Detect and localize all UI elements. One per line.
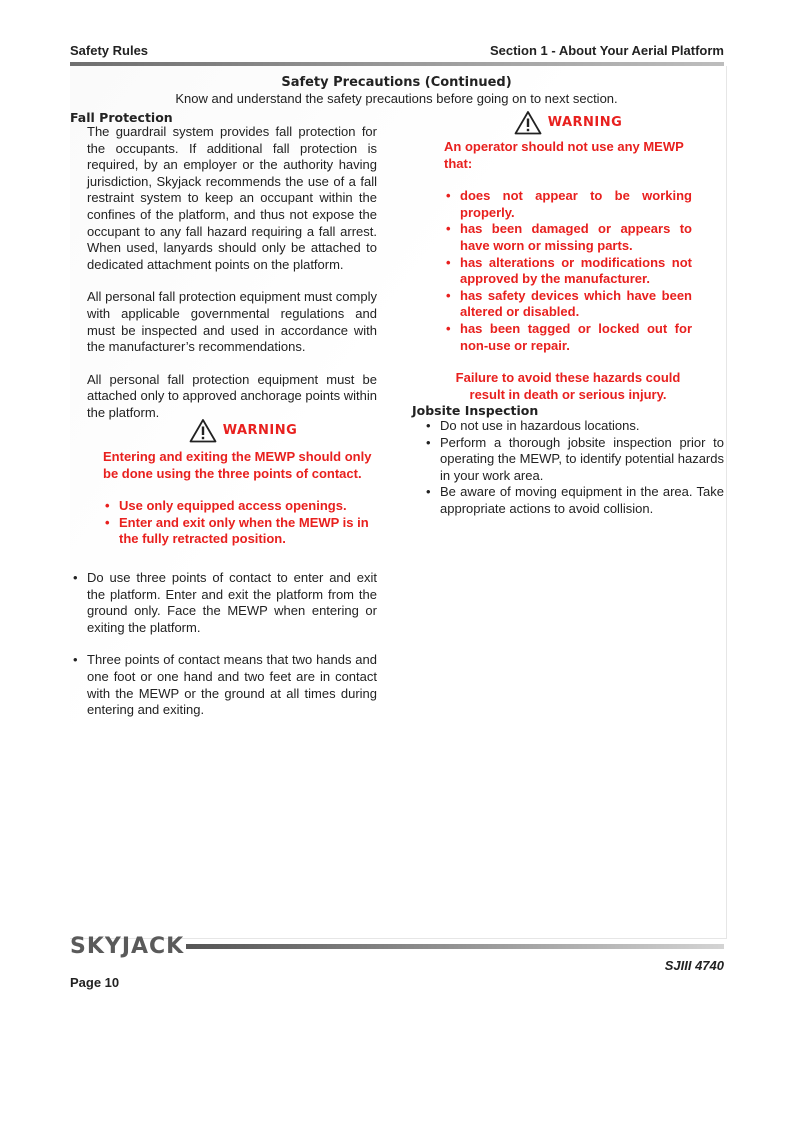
- warning-label: WARNING: [547, 115, 623, 130]
- right-warning-header: [444, 110, 692, 135]
- right-warning-item: • has been damaged or appears to have worn or missing parts.: [444, 221, 692, 254]
- right-warning-list: [444, 188, 692, 354]
- jobsite-inspection-item: • Perform a thorough jobsite inspection prior to operating the MEWP, to identify potential hazards in your work area.: [424, 435, 724, 485]
- fall-protection-bullet: • Three points of contact means that two hands and one foot or one hand and two feet are in contact with the MEWP or the ground at all times during entering and exiting.: [71, 652, 377, 718]
- right-warning-consequence: Failure to avoid these hazards could result in death or serious injury.: [455, 370, 681, 402]
- page-subtitle: Know and understand the safety precautions before going on to next section.: [175, 91, 618, 106]
- jobsite-inspection-body: [424, 418, 724, 518]
- page-number: Page 10: [70, 975, 120, 990]
- fall-protection-heading: Fall Protection: [70, 110, 173, 125]
- jobsite-inspection-item: • Be aware of moving equipment in the area. Take appropriate actions to avoid collision.: [424, 484, 724, 517]
- header-section-title: Section 1 - About Your Aerial Platform: [489, 43, 724, 58]
- right-warning-item: • has been tagged or locked out for non-use or repair.: [444, 321, 692, 354]
- fall-protection-body: [87, 124, 377, 422]
- fall-protection-bullet: • Do use three points of contact to enter and exit the platform. Enter and exit the platform from the ground only. Face the MEWP when entering or exiting the platform.: [71, 570, 377, 636]
- fall-protection-paragraph: All personal fall protection equipment must be attached only to approved anchorage points within the platform.: [87, 371, 377, 420]
- warning-triangle-icon: [189, 418, 217, 443]
- skyjack-logo: SKYJACK: [70, 934, 185, 959]
- fall-protection-bullet-list: [71, 570, 377, 719]
- fall-protection-paragraph: All personal fall protection equipment must comply with applicable governmental regulations and must be inspected and used in accordance with the manufacturer’s recommendations.: [87, 289, 377, 355]
- right-warning-intro: An operator should not use any MEWP that:: [444, 139, 684, 171]
- warning-label: WARNING: [222, 423, 298, 438]
- fall-protection-bullets: [71, 570, 377, 719]
- left-warning-header: [103, 418, 383, 443]
- left-warning-list: [103, 498, 383, 548]
- page-title: Safety Precautions (Continued): [281, 75, 512, 90]
- right-warning-item: • has alterations or modifications not approved by the manufacturer.: [444, 255, 692, 288]
- header-section-name: Safety Rules: [70, 43, 149, 58]
- jobsite-inspection-item: • Do not use in hazardous locations.: [424, 418, 724, 435]
- model-number: SJIII 4740: [664, 958, 724, 973]
- footer-divider: [186, 944, 724, 949]
- left-warning-intro: Entering and exiting the MEWP should only be done using the three points of contact.: [103, 449, 372, 481]
- fall-protection-paragraph: The guardrail system provides fall protection for the occupants. If additional fall protection is required, by an employer or the authority having jurisdiction, Skyjack recommends the use of a fall restraint system to keep an occupant within the confines of the platform, and thus not expose the occupant to any fall hazard requiring a fall arrest. When used, lanyards should only be attached to dedicated attachment points on the platform.: [87, 124, 377, 272]
- right-warning-item: • has safety devices which have been altered or disabled.: [444, 288, 692, 321]
- right-warning-item: • does not appear to be working properly.: [444, 188, 692, 221]
- jobsite-inspection-list: [424, 418, 724, 518]
- right-warning-box: [444, 110, 692, 403]
- left-warning-box: [103, 418, 383, 548]
- jobsite-inspection-heading: Jobsite Inspection: [412, 403, 539, 418]
- left-warning-item: • Enter and exit only when the MEWP is in the fully retracted position.: [103, 515, 383, 548]
- warning-triangle-icon: [514, 110, 542, 135]
- left-warning-item: • Use only equipped access openings.: [103, 498, 383, 515]
